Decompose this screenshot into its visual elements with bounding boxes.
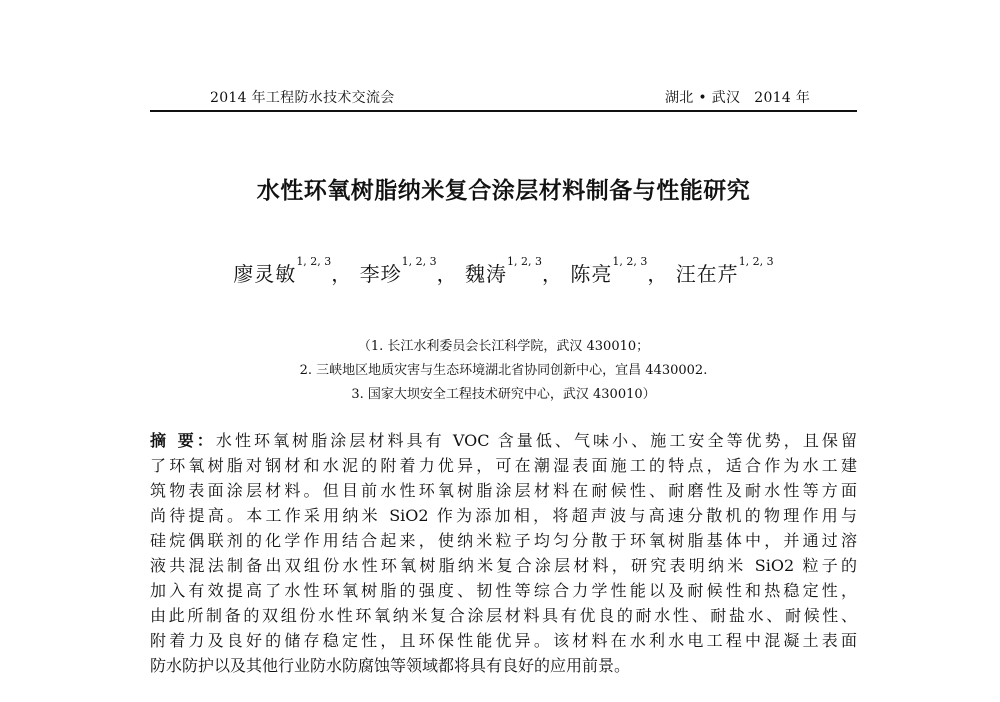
abstract [150,428,857,678]
author [233,255,353,286]
author [570,255,669,286]
author-affiliation-marks: 1, 2, 3 [296,255,332,268]
author-separator: ， [436,262,458,286]
running-header-year: 2014 年 [754,90,811,106]
author-name: 汪在芹 [675,262,739,286]
author-name: 陈亮 [570,262,613,286]
paper-title: 水性环氧树脂纳米复合涂层材料制备与性能研究 [256,178,751,204]
author-affiliation-marks: 1, 2, 3 [507,255,542,268]
abstract-line [150,428,857,453]
running-header-location-year [665,87,810,107]
author-name: 魏涛 [465,262,507,286]
author [359,255,458,286]
abstract-text: 水性环氧树脂涂层材料具有 VOC 含量低、气味小、施工安全等优势，且保留 [215,431,858,450]
abstract-line: 由此所制备的双组份水性环氧纳米复合涂层材料具有优良的耐水性、耐盐水、耐候性、 [150,606,857,625]
author-separator: ， [541,262,563,286]
abstract-line: 尚待提高。本工作采用纳米 SiO2 作为添加相，将超声波与高速分散机的物理作用与 [150,506,857,525]
author-name: 李珍 [359,262,402,286]
author [465,255,563,286]
author-name: 廖灵敏 [233,262,297,286]
header-rule [150,110,857,112]
abstract-label: 摘 要： [150,431,216,450]
abstract-line: 液共混法制备出双组份水性环氧树脂纳米复合涂层材料，研究表明纳米 SiO2 粒子的 [150,556,857,575]
affiliation-line: 2. 三峡地区地质灾害与生态环境湖北省协同创新中心，宜昌 4430002. [299,363,708,378]
abstract-line: 硅烷偶联剂的化学作用结合起来，使纳米粒子均匀分散于环氧树脂基体中，并通过溶 [150,531,857,550]
affiliation-line: （1. 长江水利委员会长江科学院，武汉 430010； [357,339,650,354]
author-affiliation-marks: 1, 2, 3 [738,255,774,268]
abstract-line: 了环氧树脂对钢材和水泥的附着力优异，可在潮湿表面施工的特点，适合作为水工建 [150,456,857,475]
abstract-line: 筑物表面涂层材料。但目前水性环氧树脂涂层材料在耐候性、耐磨性及耐水性等方面 [150,481,857,500]
author-affiliation-marks: 1, 2, 3 [612,255,648,268]
author-list [150,255,857,287]
affiliation-line: 3. 国家大坝安全工程技术研究中心，武汉 430010） [351,387,656,402]
author-affiliation-marks: 1, 2, 3 [401,255,437,268]
affiliations [150,335,857,407]
abstract-line: 加入有效提高了水性环氧树脂的强度、韧性等综合力学性能以及耐候性和热稳定性， [150,581,857,600]
author-separator: ， [331,262,353,286]
author-separator: ， [647,262,669,286]
running-header-location: 湖北 • 武汉 [665,90,741,106]
running-header-conference: 2014 年工程防水技术交流会 [210,90,395,106]
author [675,255,774,286]
abstract-line: 防水防护以及其他行业防水防腐蚀等领域都将具有良好的应用前景。 [150,656,631,675]
abstract-line: 附着力及良好的储存稳定性，且环保性能优异。该材料在水利水电工程中混凝土表面 [150,631,857,650]
